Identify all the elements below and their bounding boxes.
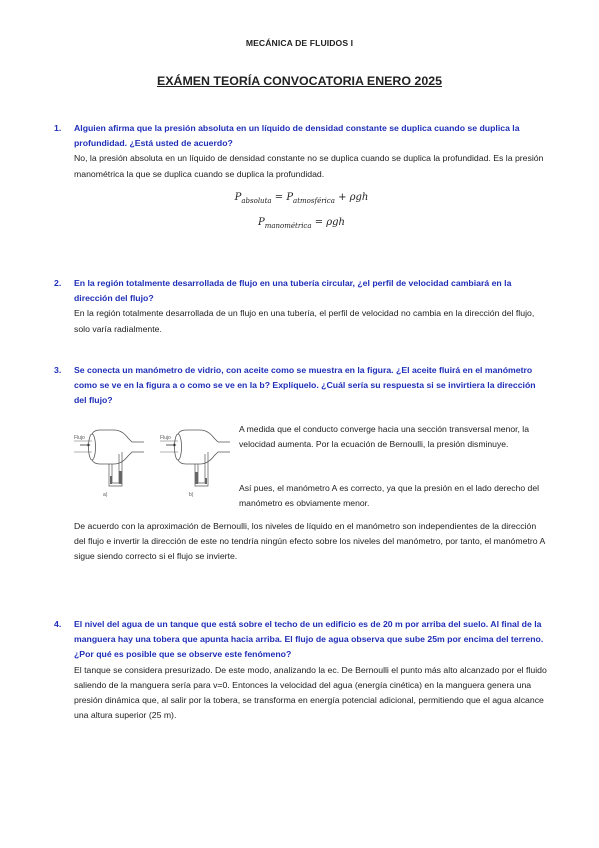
question-number: 4. — [54, 619, 62, 629]
formula-rest: + ρgh — [334, 191, 369, 203]
formula-symbol: P — [257, 217, 265, 229]
question-1 — [54, 121, 549, 234]
formula-symbol: P — [234, 191, 242, 203]
figure-label-b: b) — [189, 492, 194, 498]
flow-label-a: Flujo — [74, 435, 85, 441]
question-2 — [54, 276, 549, 337]
flow-label-b: Flujo — [160, 435, 171, 441]
question-2-header — [54, 276, 549, 306]
answer-text: En la región totalmente desarrollada de un flujo en una tubería, el perfil de velocidad no cambia en la dirección del flujo, solo varía radialmente. — [74, 308, 535, 334]
answer-side-text-2: Así pues, el manómetro A es correcto, ya que la presión en el lado derecho del manómetro es obviamente menor. — [239, 483, 540, 509]
formula-subscript: absoluta — [241, 196, 272, 205]
answer-text: El tanque se considera presurizado. De este modo, analizando la ec. De Bernoulli el punto más alto alcanzado por el fluido saliendo de la manguera sería para v=0. Entonces la velocidad del agua (energía cinética) en la manguera genera una presión dinámica que, al salir por la tobera, se transforma en energía potencial adicional, permitiendo que el agua alcance una altura superior (25 m). — [74, 664, 547, 721]
question-4 — [54, 617, 549, 723]
question-text: En la región totalmente desarrollada de flujo en una tubería circular, ¿el perfil de velocidad cambiará en la dirección del flujo? — [74, 278, 512, 304]
answer-text: No, la presión absoluta en un líquido de densidad constante no se duplica cuando se duplica la profundidad. Es la presión manométrica la que se duplica cuando se duplica la profundidad. — [74, 153, 544, 179]
question-number: 3. — [54, 365, 62, 375]
formula-equals: = — [271, 191, 287, 203]
formula-absolute-pressure — [54, 190, 549, 209]
question-4-header — [54, 617, 549, 663]
question-3 — [54, 363, 549, 409]
question-text: Alguien afirma que la presión absoluta en un líquido de densidad constante se duplica cuando se duplica la profundidad. ¿Está usted de acuerdo? — [74, 123, 520, 149]
formula-subscript: manométrica — [264, 222, 312, 231]
question-number: 1. — [54, 123, 62, 133]
course-header: MECÁNICA DE FLUIDOS I — [245, 38, 354, 48]
question-text: Se conecta un manómetro de vidrio, con aceite como se muestra en la figura. ¿El aceite fluirá en el manómetro como se ve en la figura a o como se ve en la b? Explíquelo. ¿Cuál sería su respuesta si se invirtiera la dirección del flujo? — [74, 365, 536, 406]
question-3-header — [54, 363, 549, 409]
formula-symbol: P — [286, 191, 294, 203]
figure-label-a: a) — [103, 492, 108, 498]
question-text: El nivel del agua de un tanque que está sobre el techo de un edificio es de 20 m por arriba del suelo. Al final de la manguera hay una tobera que apunta hacia arriba. El flujo de agua observa que sube 25m por encima del terreno. ¿Por qué es posible que se observe este fenómeno? — [74, 619, 544, 660]
formula-gauge-pressure — [54, 215, 549, 234]
exam-title: EXÁMEN TEORÍA CONVOCATORIA ENERO 2025 — [156, 74, 443, 88]
answer-text: De acuerdo con la aproximación de Bernoulli, los niveles de líquido en el manómetro son independientes de la dirección del flujo e invertir la dirección de este no tendría ningún efecto sobre los niveles del manómetro, por tanto, el manómetro A sigue siendo correcto si el flujo se invierte. — [74, 521, 545, 562]
manometer-figure — [72, 428, 240, 500]
question-3-answer — [54, 519, 549, 565]
question-number: 2. — [54, 278, 62, 288]
answer-side-text-1: A medida que el conducto converge hacia una sección transversal menor, la velocidad aumenta. Por la ecuación de Bernoulli, la presión disminuye. — [239, 424, 529, 450]
formula-rest: = ρgh — [311, 217, 345, 229]
formula-subscript: atmosférica — [293, 196, 335, 205]
question-1-header — [54, 121, 549, 151]
